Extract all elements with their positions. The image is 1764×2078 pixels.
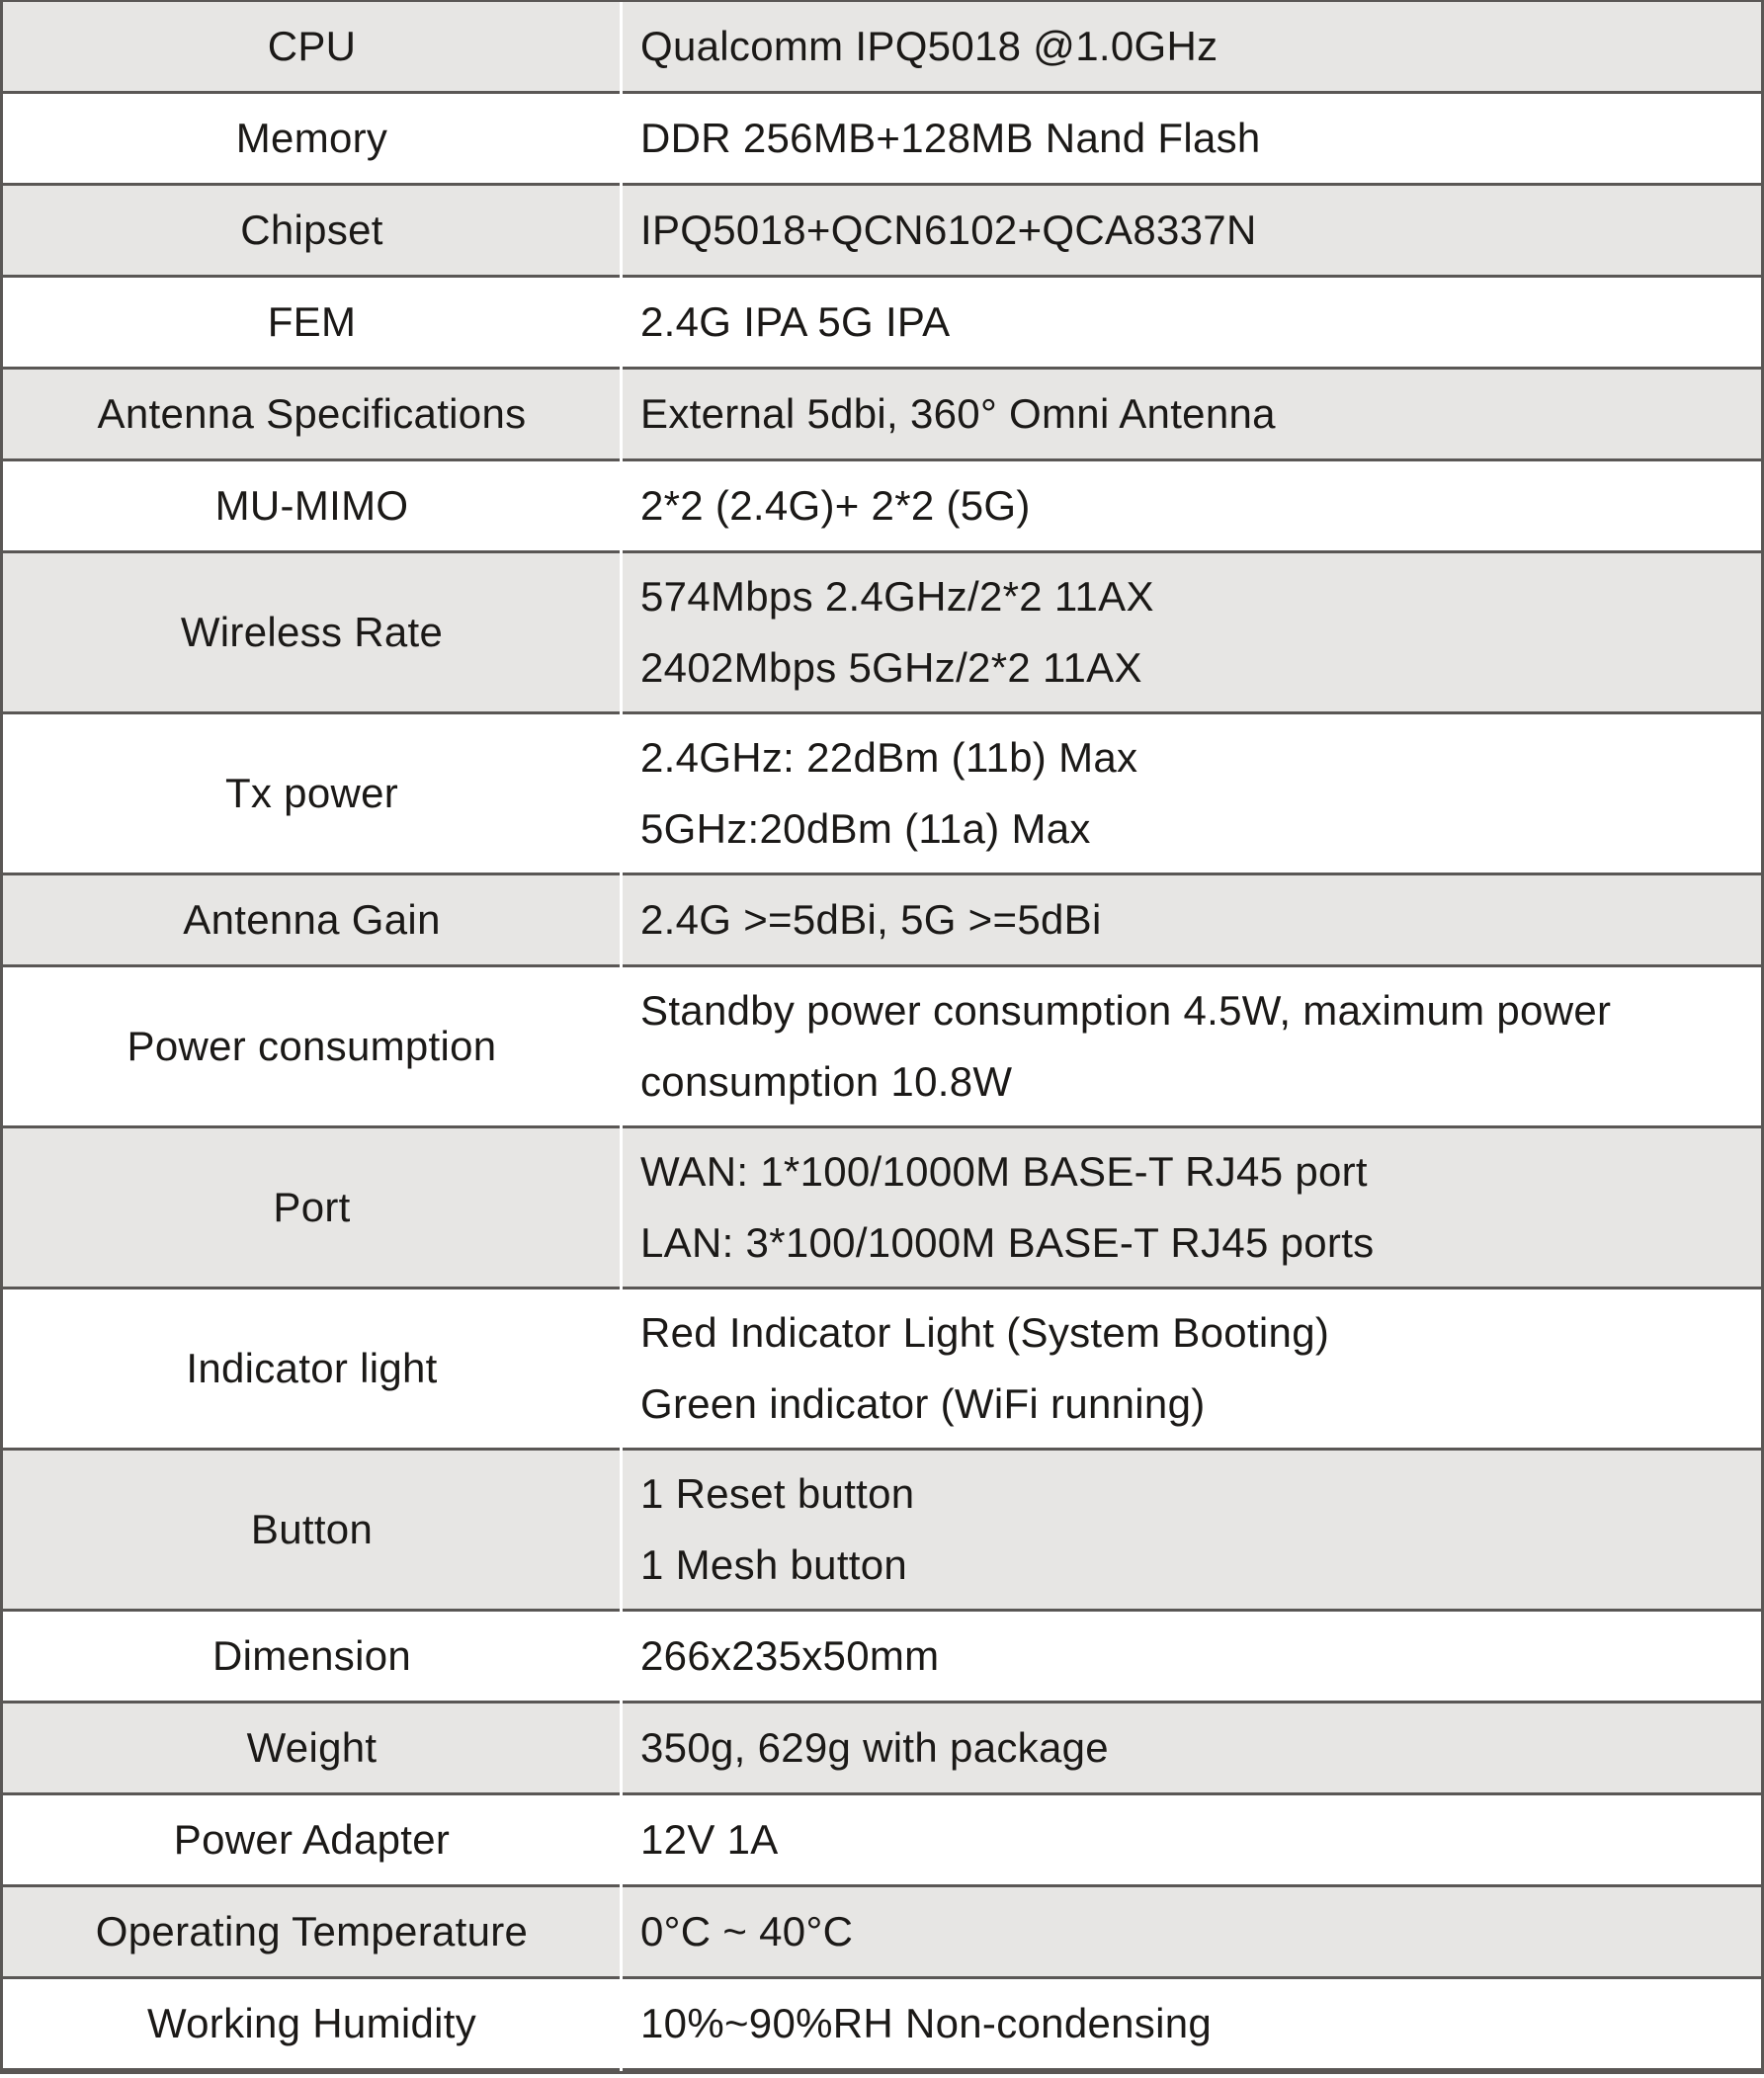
spec-value-line: WAN: 1*100/1000M BASE-T RJ45 port [640, 1148, 1368, 1195]
spec-label: Power consumption [126, 1023, 497, 1069]
table-row-antenna-gain [3, 875, 1761, 967]
spec-value [621, 186, 1761, 275]
spec-value-line: 0°C ~ 40°C [640, 1908, 854, 1954]
spec-value [621, 714, 1761, 873]
spec-value-line: 1 Reset button [640, 1470, 915, 1517]
spec-value [621, 553, 1761, 711]
spec-value [621, 1612, 1761, 1701]
spec-label: Wireless Rate [180, 609, 444, 655]
table-row-cpu [3, 2, 1761, 94]
spec-value-line: 2.4G IPA 5G IPA [640, 298, 951, 345]
spec-value [621, 1128, 1761, 1287]
spec-label: Weight [246, 1724, 378, 1771]
table-row-power-consumption [3, 967, 1761, 1128]
spec-value-line: consumption 10.8W [640, 1058, 1013, 1105]
table-row-chipset [3, 186, 1761, 278]
spec-label: Antenna Gain [183, 896, 441, 943]
spec-label: Antenna Specifications [97, 390, 527, 437]
spec-label: Button [250, 1506, 374, 1552]
table-row-memory [3, 94, 1761, 186]
spec-value [621, 461, 1761, 550]
table-row-operating-temperature [3, 1887, 1761, 1979]
table-row-wireless-rate [3, 553, 1761, 714]
spec-label: Power Adapter [173, 1816, 451, 1863]
spec-value-line: Red Indicator Light (System Booting) [640, 1309, 1330, 1356]
spec-value-line: 5GHz:20dBm (11a) Max [640, 805, 1091, 852]
table-row-mu-mimo [3, 461, 1761, 553]
spec-value [621, 1979, 1761, 2068]
spec-label: CPU [267, 23, 357, 69]
spec-label: Port [273, 1184, 351, 1230]
spec-value-line: 350g, 629g with package [640, 1724, 1109, 1771]
table-row-weight [3, 1704, 1761, 1795]
spec-value [621, 278, 1761, 367]
spec-value-line: 266x235x50mm [640, 1632, 940, 1679]
table-row-tx-power [3, 714, 1761, 875]
spec-value-line: 2402Mbps 5GHz/2*2 11AX [640, 644, 1142, 691]
spec-value-line: 12V 1A [640, 1816, 779, 1863]
spec-value-line: 2.4G >=5dBi, 5G >=5dBi [640, 896, 1102, 943]
spec-value [621, 94, 1761, 183]
spec-label: Operating Temperature [95, 1908, 529, 1954]
spec-label: Tx power [224, 770, 399, 816]
spec-label: Dimension [211, 1632, 412, 1679]
spec-value-line: 10%~90%RH Non-condensing [640, 2000, 1213, 2046]
spec-value-line: IPQ5018+QCN6102+QCA8337N [640, 207, 1257, 253]
table-row-dimension [3, 1612, 1761, 1704]
spec-value [621, 1795, 1761, 1884]
spec-value [621, 370, 1761, 458]
spec-value-line: 2*2 (2.4G)+ 2*2 (5G) [640, 482, 1031, 529]
spec-value [621, 1289, 1761, 1448]
table-row-working-humidity [3, 1979, 1761, 2071]
spec-value [621, 875, 1761, 964]
table-row-indicator-light [3, 1289, 1761, 1451]
spec-value [621, 1887, 1761, 1976]
spec-value-line: LAN: 3*100/1000M BASE-T RJ45 ports [640, 1219, 1375, 1266]
spec-value-line: Standby power consumption 4.5W, maximum power [640, 987, 1612, 1034]
spec-value [621, 1451, 1761, 1609]
spec-value [621, 2, 1761, 91]
spec-label: Indicator light [186, 1345, 438, 1391]
spec-label: Memory [235, 115, 388, 161]
table-row-antenna-specifications [3, 370, 1761, 461]
table-row-port [3, 1128, 1761, 1289]
spec-value-line: 1 Mesh button [640, 1541, 908, 1588]
spec-label: FEM [267, 298, 357, 345]
spec-value-line: External 5dbi, 360° Omni Antenna [640, 390, 1276, 437]
spec-value-line: Green indicator (WiFi running) [640, 1380, 1206, 1427]
spec-value-line: 574Mbps 2.4GHz/2*2 11AX [640, 573, 1154, 620]
spec-value [621, 967, 1761, 1125]
spec-label: MU-MIMO [214, 482, 409, 529]
spec-label: Working Humidity [146, 2000, 477, 2046]
spec-value-line: 2.4GHz: 22dBm (11b) Max [640, 734, 1138, 781]
spec-value [621, 1704, 1761, 1792]
table-row-fem [3, 278, 1761, 370]
spec-label: Chipset [240, 207, 383, 253]
spec-value-line: DDR 256MB+128MB Nand Flash [640, 115, 1261, 161]
table-row-button [3, 1451, 1761, 1612]
table-row-power-adapter [3, 1795, 1761, 1887]
spec-value-line: Qualcomm IPQ5018 @1.0GHz [640, 23, 1218, 69]
